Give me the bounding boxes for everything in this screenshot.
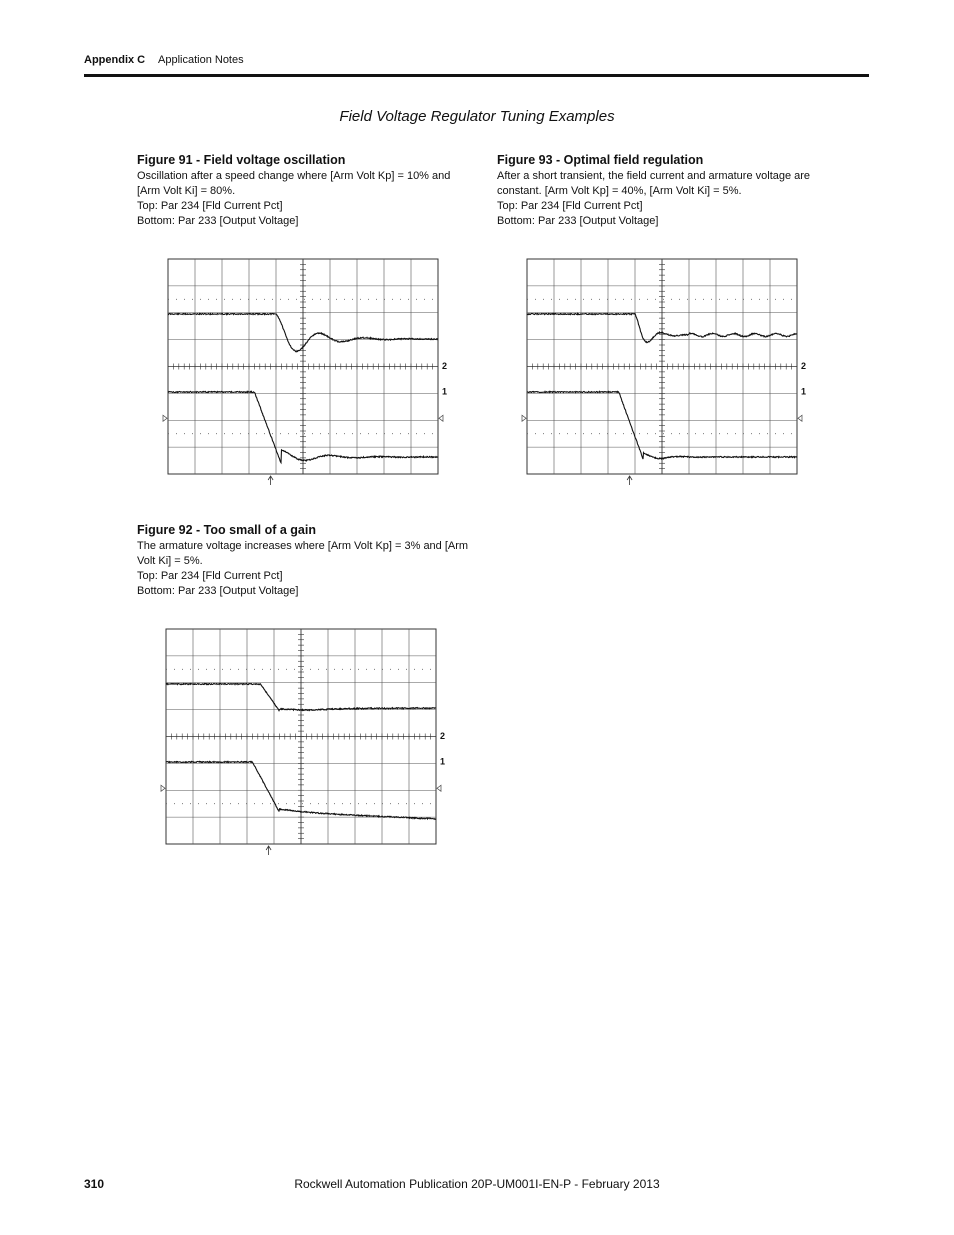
channel-2-marker: 2 (440, 731, 446, 742)
right-trigger-level-marker (798, 415, 802, 421)
trigger-position-arrow (627, 476, 632, 485)
trigger-position-arrow (268, 476, 273, 485)
right-trigger-level-marker (439, 415, 443, 421)
figure-91-top: Top: Par 234 [Fld Current Pct] (137, 200, 283, 212)
figure-93-bottom: Bottom: Par 233 [Output Voltage] (497, 215, 659, 227)
left-trigger-level-marker (163, 415, 167, 421)
figure-92-oscilloscope (158, 625, 448, 855)
channel-2-marker: 2 (801, 361, 807, 372)
publication-info: Rockwell Automation Publication 20P-UM001I-EN-P - February 2013 (294, 1177, 660, 1191)
figure-91-oscilloscope (160, 255, 450, 485)
figure-93-top: Top: Par 234 [Fld Current Pct] (497, 200, 643, 212)
channel-1-marker: 1 (801, 386, 807, 397)
page-heading: Field Voltage Regulator Tuning Examples (339, 108, 615, 125)
figure-93-caption (497, 152, 827, 229)
header-section: Appendix C (84, 54, 146, 66)
figure-92-title: Figure 92 - Too small of a gain (137, 523, 316, 537)
figure-92-bottom: Bottom: Par 233 [Output Voltage] (137, 585, 299, 597)
figure-93-title: Figure 93 - Optimal field regulation (497, 153, 704, 167)
page-header (84, 54, 244, 66)
figure-92-description: The armature voltage increases where [Arm Volt Kp] = 3% and [Arm Volt Ki] = 5%. (137, 540, 469, 567)
figure-91-description: Oscillation after a speed change where [Arm Volt Kp] = 10% and [Arm Volt Ki] = 80%. (137, 170, 451, 197)
figure-91-caption (137, 152, 472, 229)
header-rule (84, 74, 869, 77)
figure-92-caption (137, 522, 472, 599)
figure-92-top: Top: Par 234 [Fld Current Pct] (137, 570, 283, 582)
figure-91-title: Figure 91 - Field voltage oscillation (137, 153, 346, 167)
figure-93-description: After a short transient, the field current and armature voltage are constant. [Arm Volt Kp] = 40%, [Arm Volt Ki] = 5%. (497, 170, 811, 197)
left-trigger-level-marker (522, 415, 526, 421)
trigger-position-arrow (266, 846, 271, 855)
channel-1-marker: 1 (442, 386, 448, 397)
page-number: 310 (84, 1177, 105, 1191)
left-trigger-level-marker (161, 785, 165, 791)
header-title: Application Notes (158, 54, 244, 66)
figure-93-oscilloscope (519, 255, 809, 485)
channel-2-marker: 2 (442, 361, 448, 372)
right-trigger-level-marker (437, 785, 441, 791)
figure-91-bottom: Bottom: Par 233 [Output Voltage] (137, 215, 299, 227)
channel-1-marker: 1 (440, 756, 446, 767)
